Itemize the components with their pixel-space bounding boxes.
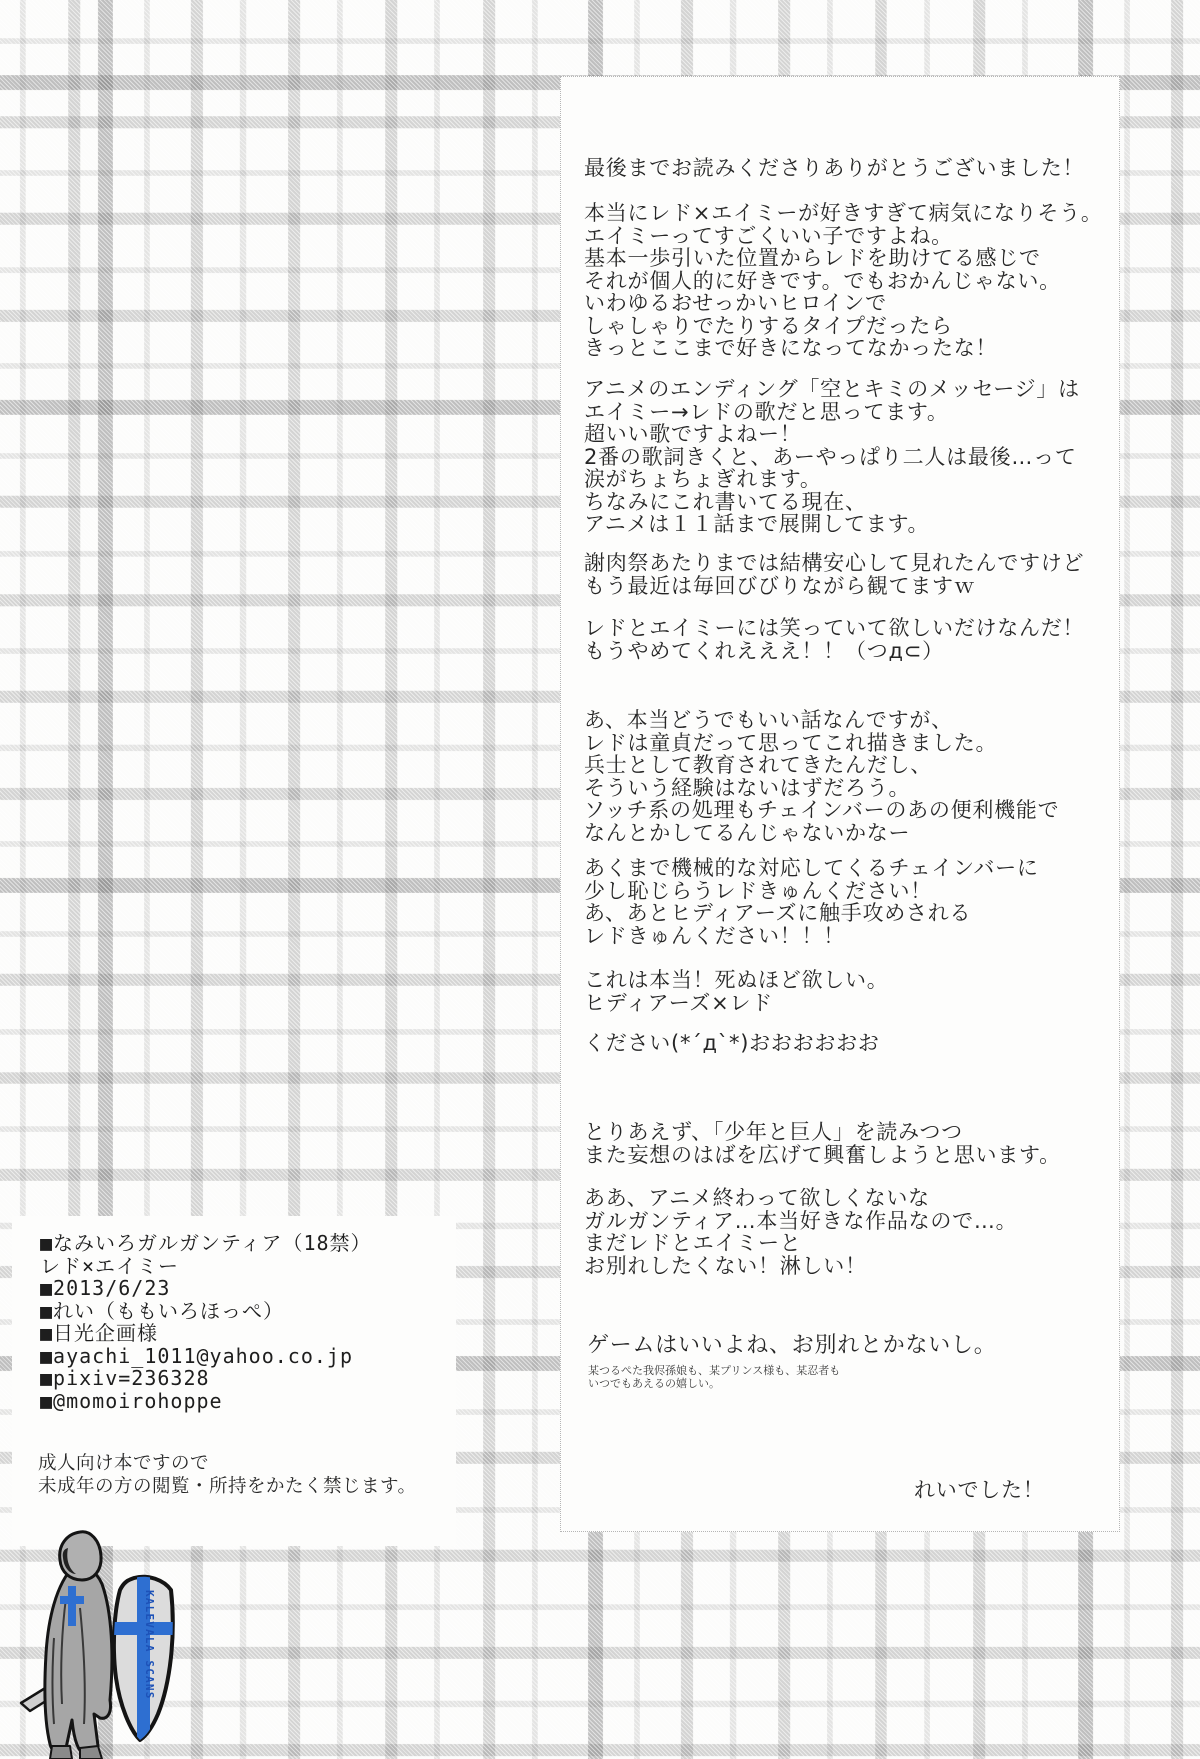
colophon-pairing: レド×エイミー bbox=[40, 1253, 180, 1278]
afterword-line: ソッチ系の処理もチェインバーのあの便利機能で bbox=[584, 798, 1060, 822]
afterword-line: 少し恥じらうレドきゅんください！ bbox=[584, 878, 932, 903]
afterword-paragraph bbox=[584, 1032, 880, 1055]
game-note-line: ゲームはいいよね、お別れとかないし。 bbox=[587, 1333, 997, 1358]
afterword-line: レドとエイミーには笑っていて欲しいだけなんだ！ bbox=[584, 616, 1085, 640]
afterword-line: きっとここまで好きになってなかったな！ bbox=[584, 336, 998, 360]
afterword-line: あくまで機械的な対応してくるチェインバーに bbox=[584, 856, 1039, 880]
afterword-line: 2番の歌詞きくと、あーやっぱり二人は最後…って bbox=[584, 444, 1077, 469]
adult-disclaimer bbox=[38, 1452, 417, 1498]
signoff-line: れいでした！ bbox=[914, 1478, 1045, 1502]
afterword-line: また妄想のはばを広げて興奮しようと思います。 bbox=[584, 1142, 1061, 1167]
afterword-paragraph bbox=[584, 202, 1103, 360]
afterword-paragraph bbox=[584, 552, 1084, 597]
afterword-paragraph bbox=[584, 617, 1084, 662]
colophon-title: ■なみいろガルガンティア（18禁） bbox=[40, 1231, 372, 1255]
afterword-paragraph bbox=[584, 857, 1039, 947]
afterword-paragraph bbox=[584, 969, 889, 1014]
afterword-line: それが個人的に好きです。でもおかんじゃない。 bbox=[584, 268, 1061, 293]
disclaimer-line: 成人向け本ですので bbox=[38, 1453, 210, 1474]
afterword-line: ヒディアーズ×レド bbox=[584, 990, 773, 1015]
colophon-pixiv-id: ■pixiv=236328 bbox=[40, 1366, 210, 1390]
afterword-line: 兵士として教育されてきたんだし、 bbox=[584, 753, 932, 777]
afterword-line: あ、本当どうでもいい話なんですが、 bbox=[584, 708, 953, 732]
colophon-printer: ■日光企画様 bbox=[40, 1321, 159, 1345]
afterword-line: しゃしゃりでたりするタイプだったら bbox=[584, 313, 953, 338]
afterword-line: エイミーってすごくいい子ですよね。 bbox=[584, 223, 953, 248]
afterword-line: 本当にレド×エイミーが好きすぎて病気になりそう。 bbox=[584, 201, 1103, 225]
colophon-date: ■2013/6/23 bbox=[40, 1276, 171, 1300]
afterword-line: レドきゅんください！！！ bbox=[584, 923, 845, 948]
afterword-line: いわゆるおせっかいヒロインで bbox=[584, 291, 887, 315]
afterword-line: 基本一歩引いた位置からレドを助けてる感じで bbox=[584, 246, 1041, 270]
afterword-paragraph bbox=[584, 378, 1080, 536]
colophon-author: ■れい（ももいろほっぺ） bbox=[40, 1298, 285, 1323]
afterword-line: ください(*´д`*)おおおおおお bbox=[584, 1031, 880, 1055]
shield-text: KALEVALA SCANS bbox=[143, 1590, 156, 1700]
afterword-line: ちなみにこれ書いてる現在、 bbox=[584, 489, 867, 514]
knight-boot bbox=[50, 1746, 72, 1759]
afterword-line: エイミー→レドの歌だと思ってます。 bbox=[584, 399, 949, 424]
game-note-small bbox=[588, 1364, 840, 1390]
game-note bbox=[587, 1335, 997, 1358]
afterword-line: ガルガンティア…本当好きな作品なので…。 bbox=[584, 1208, 1018, 1233]
game-note-small-line: いつでもあえるの嬉しい。 bbox=[588, 1377, 720, 1390]
afterword-line: これは本当！死ぬほど欲しい。 bbox=[584, 968, 889, 992]
afterword-line: お別れしたくない！淋しい！ bbox=[584, 1253, 867, 1278]
afterword-line: とりあえず、「少年と巨人」を読みつつ bbox=[584, 1120, 963, 1144]
afterword-paragraph bbox=[584, 1121, 1061, 1166]
knight-cloak bbox=[45, 1565, 112, 1757]
game-note-small-line: 某つるぺた我侭孫娘も、某プリンス様も、某忍者も bbox=[588, 1364, 841, 1377]
afterword-paragraph bbox=[584, 709, 1059, 844]
afterword-line: アニメは１１話まで展開してます。 bbox=[584, 512, 930, 536]
disclaimer-line: 未成年の方の閲覧・所持をかたく禁じます。 bbox=[38, 1476, 417, 1497]
afterword-panel bbox=[560, 76, 1120, 1532]
afterword-paragraph bbox=[584, 157, 1084, 180]
afterword-line: 超いい歌ですよねー！ bbox=[584, 422, 802, 446]
afterword-line: もうやめてくれえええ！！（つд⊂） bbox=[584, 638, 944, 663]
afterword-line: まだレドとエイミーと bbox=[584, 1231, 802, 1255]
knight-boot bbox=[80, 1746, 102, 1759]
afterword-line: なんとかしてるんじゃないかなー bbox=[584, 820, 911, 845]
afterword-line: そういう経験はないはずだろう。 bbox=[584, 775, 911, 800]
colophon-email: ■ayachi_1011@yahoo.co.jp bbox=[40, 1343, 353, 1368]
afterword-line: 涙がちょちょぎれます。 bbox=[584, 467, 822, 491]
author-signoff bbox=[914, 1479, 1045, 1502]
afterword-line: レドは童貞だって思ってこれ描きました。 bbox=[584, 730, 998, 755]
kalevala-scans-knight-logo bbox=[18, 1528, 178, 1759]
afterword-line: もう最近は毎回びびりながら観てますｗ bbox=[584, 573, 976, 598]
afterword-line: 最後までお読みくださりありがとうございました！ bbox=[584, 156, 1085, 180]
afterword-paragraph bbox=[584, 1187, 1017, 1277]
afterword-line: アニメのエンディング「空とキミのメッセージ」は bbox=[584, 377, 1080, 401]
colophon-twitter-handle: ■@momoirohoppe bbox=[40, 1388, 223, 1413]
afterword-line: ああ、アニメ終わって欲しくないな bbox=[584, 1186, 930, 1210]
afterword-line: あ、あとヒディアーズに触手攻めされる bbox=[584, 901, 972, 925]
afterword-line: 謝肉祭あたりまでは結構安心して見れたんですけど bbox=[584, 551, 1085, 575]
